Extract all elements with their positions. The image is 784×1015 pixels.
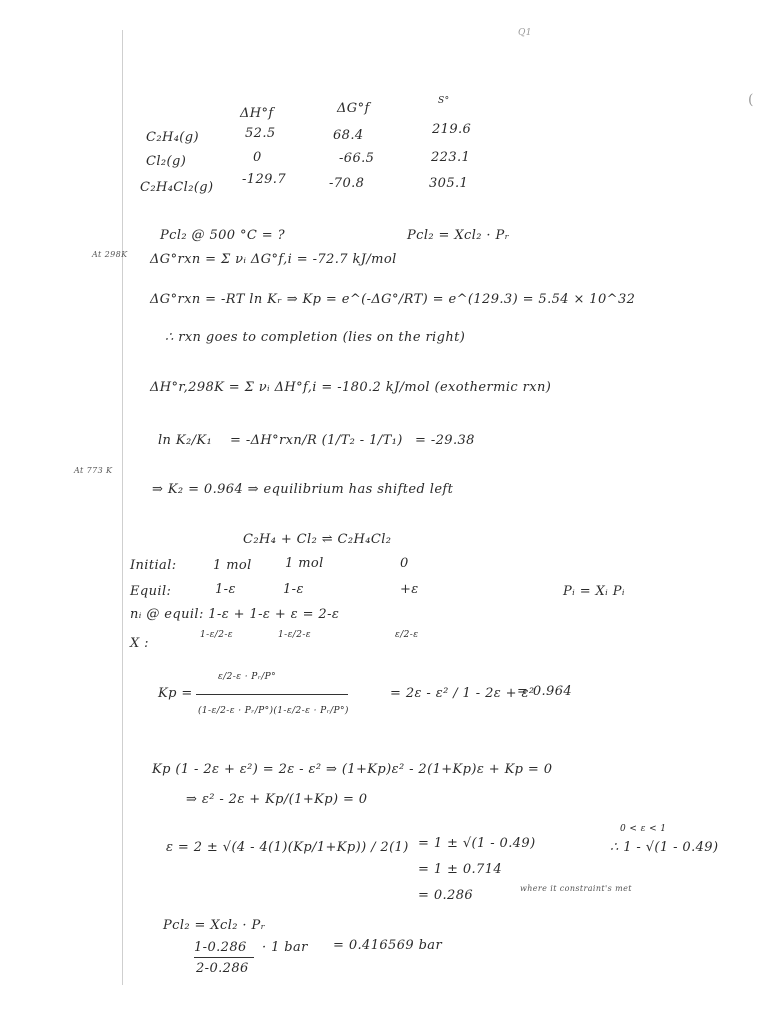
header-dhf: ΔH°f xyxy=(240,106,274,121)
chlorine-s: 223.1 xyxy=(431,150,471,165)
epsilon-constraint-note: where it constraint's met xyxy=(520,884,632,893)
initial-cl2: 1 mol xyxy=(285,556,324,571)
pcl2-multiplier: · 1 bar xyxy=(262,940,308,955)
completion-note: ∴ rxn goes to completion (lies on the right) xyxy=(165,330,466,345)
k2-line: ⇒ K₂ = 0.964 ⇒ equilibrium has shifted left xyxy=(152,482,454,497)
initial-product: 0 xyxy=(400,556,409,571)
kp-simplified: = 2ε - ε² / 1 - 2ε + ε² xyxy=(390,686,535,701)
equil-label: Equil: xyxy=(130,584,172,599)
ethylene-dh: 52.5 xyxy=(245,126,276,141)
quadratic-line: ⇒ ε² - 2ε + Kp/(1+Kp) = 0 xyxy=(186,792,368,807)
epsilon-step3: = 0.286 xyxy=(418,888,474,903)
vant-hoff-rhs: = -ΔH°rxn/R (1/T₂ - 1/T₁) xyxy=(230,433,403,448)
species-ethylene: C₂H₄(g) xyxy=(146,130,199,145)
epsilon-step2: = 1 ± 0.714 xyxy=(418,862,503,877)
epsilon-formula: ε = 2 ± √(4 - 4(1)(Kp/1+Kp)) / 2(1) xyxy=(166,840,409,855)
x-product: ε/2-ε xyxy=(395,630,419,640)
dichloroethane-s: 305.1 xyxy=(429,176,469,191)
pcl2-question: Pcl₂ @ 500 °C = ? xyxy=(160,228,285,243)
chlorine-dh: 0 xyxy=(253,150,262,165)
kp-value: = 0.964 xyxy=(517,684,573,699)
header-dgf: ΔG°f xyxy=(337,101,370,116)
equil-product: +ε xyxy=(400,582,419,597)
pcl2-formula: Pcl₂ = Xcl₂ · Pᵣ xyxy=(163,918,266,933)
vant-hoff-result: = -29.38 xyxy=(415,433,475,448)
initial-c2h4: 1 mol xyxy=(213,558,252,573)
equil-cl2: 1-ε xyxy=(283,582,304,597)
edge-mark: ( xyxy=(748,92,754,108)
epsilon-bounds: 0 < ε < 1 xyxy=(620,824,667,834)
pcl2-numerator: 1-0.286 xyxy=(194,940,247,955)
species-chlorine: Cl₂(g) xyxy=(146,154,187,169)
x-cl2: 1-ε/2-ε xyxy=(278,630,312,640)
x-c2h4: 1-ε/2-ε xyxy=(200,630,234,640)
equil-c2h4: 1-ε xyxy=(215,582,236,597)
margin-at-298k: At 298K xyxy=(92,250,128,259)
margin-at-773k: At 773 K xyxy=(74,466,113,475)
kp-lhs: Kp = xyxy=(158,686,193,701)
page-note: Q1 xyxy=(518,28,532,38)
kp-line: ΔG°rxn = -RT ln Kᵣ ⇒ Kp = e^(-ΔG°/RT) = e^(129.3) = 5.54 × 10^32 xyxy=(150,292,636,307)
dichloroethane-dg: -70.8 xyxy=(329,176,365,191)
ethylene-dg: 68.4 xyxy=(333,128,364,143)
dh-rxn-line: ΔH°r,298K = Σ νᵢ ΔH°f,i = -180.2 kJ/mol (exothermic rxn) xyxy=(150,380,552,395)
x-label: X : xyxy=(130,636,149,651)
chlorine-dg: -66.5 xyxy=(339,151,375,166)
initial-label: Initial: xyxy=(130,558,177,573)
kp-numerator: ε/2-ε · Pᵣ/P° xyxy=(218,672,277,682)
header-s: S° xyxy=(438,96,450,106)
dichloroethane-dh: -129.7 xyxy=(242,172,287,187)
total-moles-line: nᵢ @ equil: 1-ε + 1-ε + ε = 2-ε xyxy=(130,607,340,622)
pcl2-result: = 0.416569 bar xyxy=(333,938,443,953)
margin-line xyxy=(122,30,123,985)
kp-fraction-bar xyxy=(196,694,348,695)
epsilon-step1: = 1 ± √(1 - 0.49) xyxy=(418,836,536,851)
kp-denominator: (1-ε/2-ε · Pᵣ/P°)(1-ε/2-ε · Pᵣ/P°) xyxy=(198,706,349,716)
kp-expand-line: Kp (1 - 2ε + ε²) = 2ε - ε² ⇒ (1+Kp)ε² - 2(1+Kp)ε + Kp = 0 xyxy=(152,762,553,777)
pcl2-definition: Pcl₂ = Xcl₂ · Pᵣ xyxy=(407,228,510,243)
pcl2-fraction-bar xyxy=(194,957,254,958)
epsilon-root-choice: ∴ 1 - √(1 - 0.49) xyxy=(610,840,719,855)
partial-pressure-note: Pᵢ = Xᵢ Pᵢ xyxy=(563,584,625,599)
vant-hoff-lhs: ln K₂/K₁ xyxy=(158,433,213,448)
pcl2-denominator: 2-0.286 xyxy=(196,961,249,976)
ethylene-s: 219.6 xyxy=(432,122,472,137)
dg-rxn-line: ΔG°rxn = Σ νᵢ ΔG°f,i = -72.7 kJ/mol xyxy=(150,252,397,267)
species-dichloroethane: C₂H₄Cl₂(g) xyxy=(140,180,214,195)
reaction-equation: C₂H₄ + Cl₂ ⇌ C₂H₄Cl₂ xyxy=(243,532,392,547)
